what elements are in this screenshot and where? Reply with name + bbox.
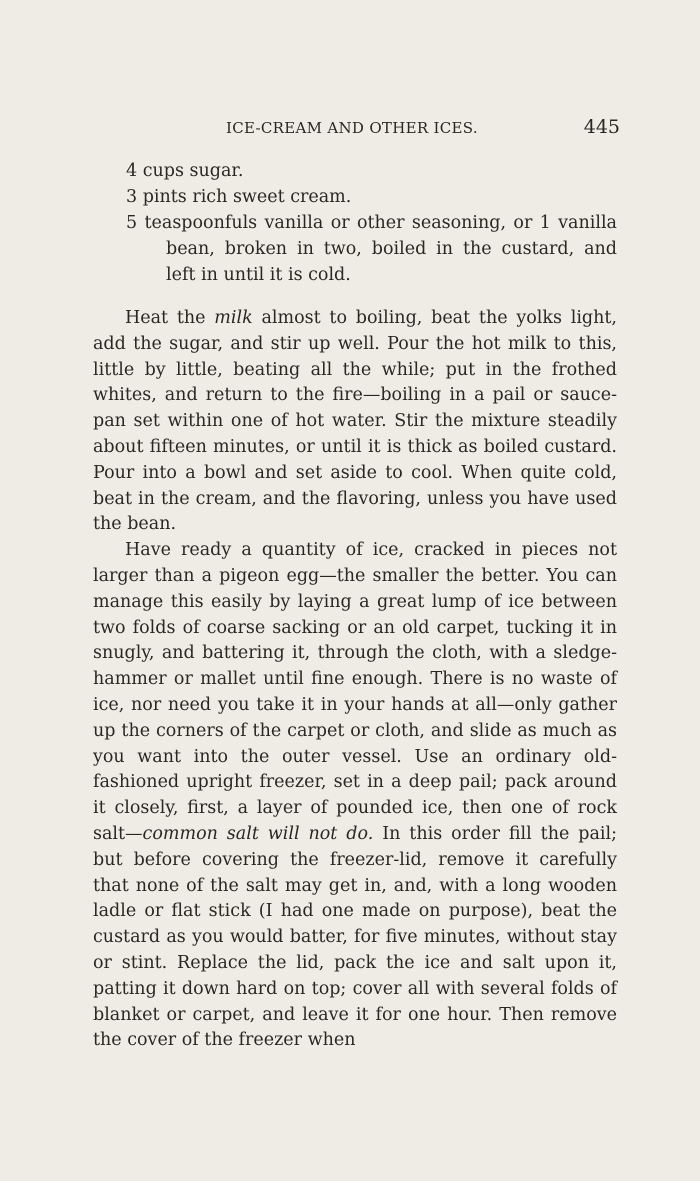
running-head: ICE-CREAM AND OTHER ICES. [226,119,478,137]
italic-text: common salt will not do. [142,823,374,844]
recipe-directions [93,306,617,1054]
ingredient-item: 4 cups sugar. [126,161,244,181]
paragraph [93,306,617,538]
text-run: Heat the [125,308,215,328]
italic-text: milk [214,308,253,328]
text-run: almost to boiling, beat the yolks light, add the sugar, and stir up well. Pour the hot milk to this, little by little, beating all the while; put in the frothed whites, and return to the fire—boiling in a pail or sauce-pan set within one of hot water. Stir the mixture steadily about fifteen minutes, or until it is thick as boiled custard. Pour into a bowl and set aside to cool. When quite cold, beat in the cream, and the flavoring, unless you have used the bean. [93,308,617,535]
ingredient-item: 5 teaspoonfuls vanilla or other seasoning, or 1 vanilla bean, broken in two, boiled in the custard, and left in until it is cold. [126,213,617,285]
paragraph [93,538,617,1054]
text-run: In this order fill the pail; but before covering the freezer-lid, remove it carefully that none of the salt may get in, and, with a long wooden ladle or flat stick (I had one made on purpose), beat the custard as you would batter, for five minutes, without stay or stint. Replace the lid, pack the ice and salt upon it, patting it down hard on top; cover all with several folds of blanket or carpet, and leave it for one hour. Then remove the cover of the freezer when [93,823,617,1051]
ingredient-item: 3 pints rich sweet cream. [126,187,352,207]
text-run: Have ready a quantity of ice, cracked in pieces not larger than a pigeon egg—the smaller the better. You can manage this easily by laying a great lump of ice between two folds of coarse sacking or an old carpet, tucking it in snugly, and battering it, through the cloth, with a sledge-hammer or mallet until fine enough. There is no waste of ice, nor need you take it in your hands at all—only gather up the corners of the carpet or cloth, and slide as much as you want into the outer vessel. Use an ordinary old-fashioned upright freezer, set in a deep pail; pack around it closely, first, a layer of pounded ice, then one of rock salt— [93,540,617,844]
ingredient-list [126,158,617,288]
page-header [226,116,620,138]
page-number: 445 [583,116,620,138]
